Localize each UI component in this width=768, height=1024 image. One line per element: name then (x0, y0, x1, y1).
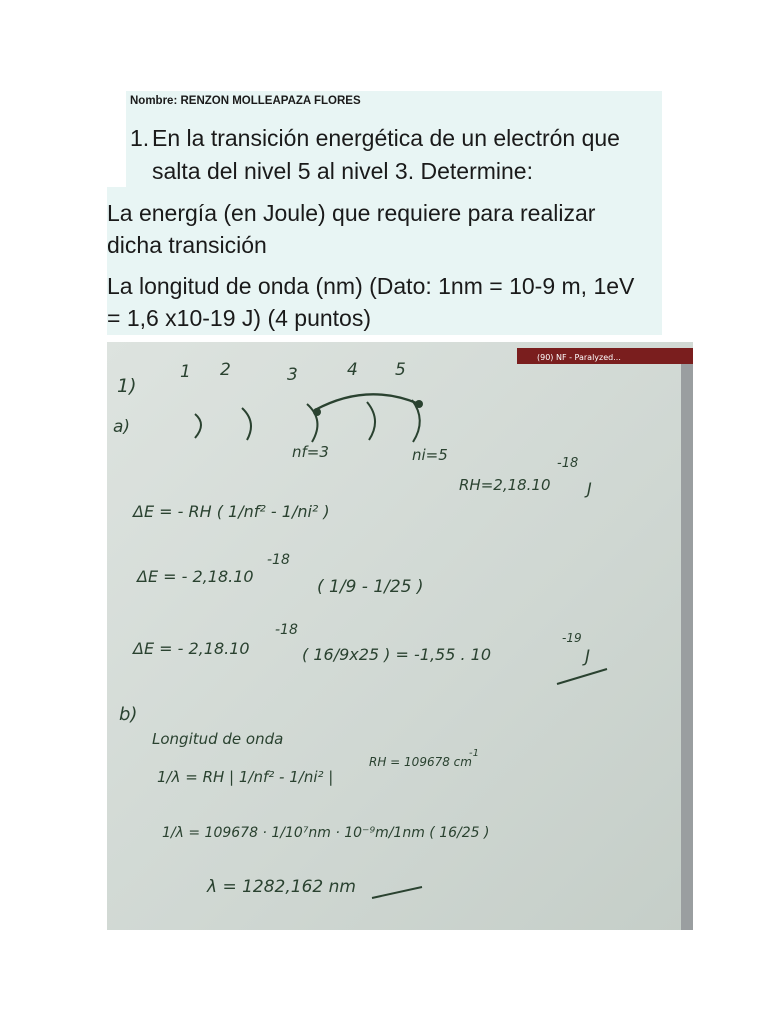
rh-label: RH=2,18.10 (459, 476, 551, 494)
equation-5: 1/λ = 109678 · 1/10⁷nm · 10⁻⁹m/1nm ( 16/25 ) (162, 825, 490, 841)
part-a-line-1: La energía (en Joule) que requiere para realizar (107, 200, 596, 226)
mark-a: a) (113, 417, 131, 437)
question-1 (130, 122, 660, 188)
part-b-line-1: La longitud de onda (nm) (Dato: 1nm = 10-9 m, 1eV (107, 273, 635, 299)
part-b-text (107, 270, 663, 334)
nf-label: nf=3 (292, 443, 329, 461)
question-number: 1. (130, 125, 150, 151)
equation-4: 1/λ = RH | 1/nf² - 1/ni² | (157, 768, 334, 786)
longitud-label: Longitud de onda (152, 730, 284, 748)
photo-edge (681, 364, 693, 930)
mark-b: b) (119, 704, 138, 725)
electron-final (313, 408, 321, 416)
equation-3-exp2: -19 (562, 631, 582, 645)
level-2: 2 (220, 360, 231, 380)
part-a-line-2: dicha transición (107, 232, 267, 258)
sticker-text: (90) NF - Paralyzed... (537, 353, 621, 362)
equation-2b: ( 1/9 - 1/25 ) (317, 577, 424, 597)
paper-background (107, 342, 693, 930)
mark-1: 1) (117, 375, 137, 397)
equation-6: λ = 1282,162 nm (207, 877, 356, 897)
equation-3-unit: J (585, 647, 591, 667)
equation-3a: ΔE = - 2,18.10 (133, 639, 250, 658)
question-line-1: En la transición energética de un electrón que (152, 125, 620, 151)
electron-initial (415, 400, 423, 408)
part-a-text (107, 197, 663, 261)
equation-1: ΔE = - RH ( 1/nf² - 1/ni² ) (133, 502, 330, 521)
rh-exp: -18 (557, 456, 579, 471)
equation-2a: ΔE = - 2,18.10 (137, 567, 254, 586)
ni-label: ni=5 (412, 446, 448, 464)
equation-3b: ( 16/9x25 ) = -1,55 . 10 (302, 645, 492, 664)
level-4: 4 (347, 360, 358, 380)
question-line-2: salta del nivel 5 al nivel 3. Determine: (152, 158, 533, 184)
rh2-exp: -1 (469, 748, 479, 759)
part-b-line-2: = 1,6 x10-19 J) (4 puntos) (107, 305, 372, 331)
level-5: 5 (395, 360, 406, 380)
level-3: 3 (287, 365, 298, 385)
rh2-label: RH = 109678 cm (369, 755, 472, 769)
student-name: Nombre: RENZON MOLLEAPAZA FLORES (130, 95, 361, 107)
equation-2-exp: -18 (267, 552, 290, 568)
level-1: 1 (180, 362, 191, 382)
equation-3-exp: -18 (275, 622, 298, 638)
rh-unit: J (587, 479, 592, 498)
handwritten-solution-photo (107, 342, 693, 930)
